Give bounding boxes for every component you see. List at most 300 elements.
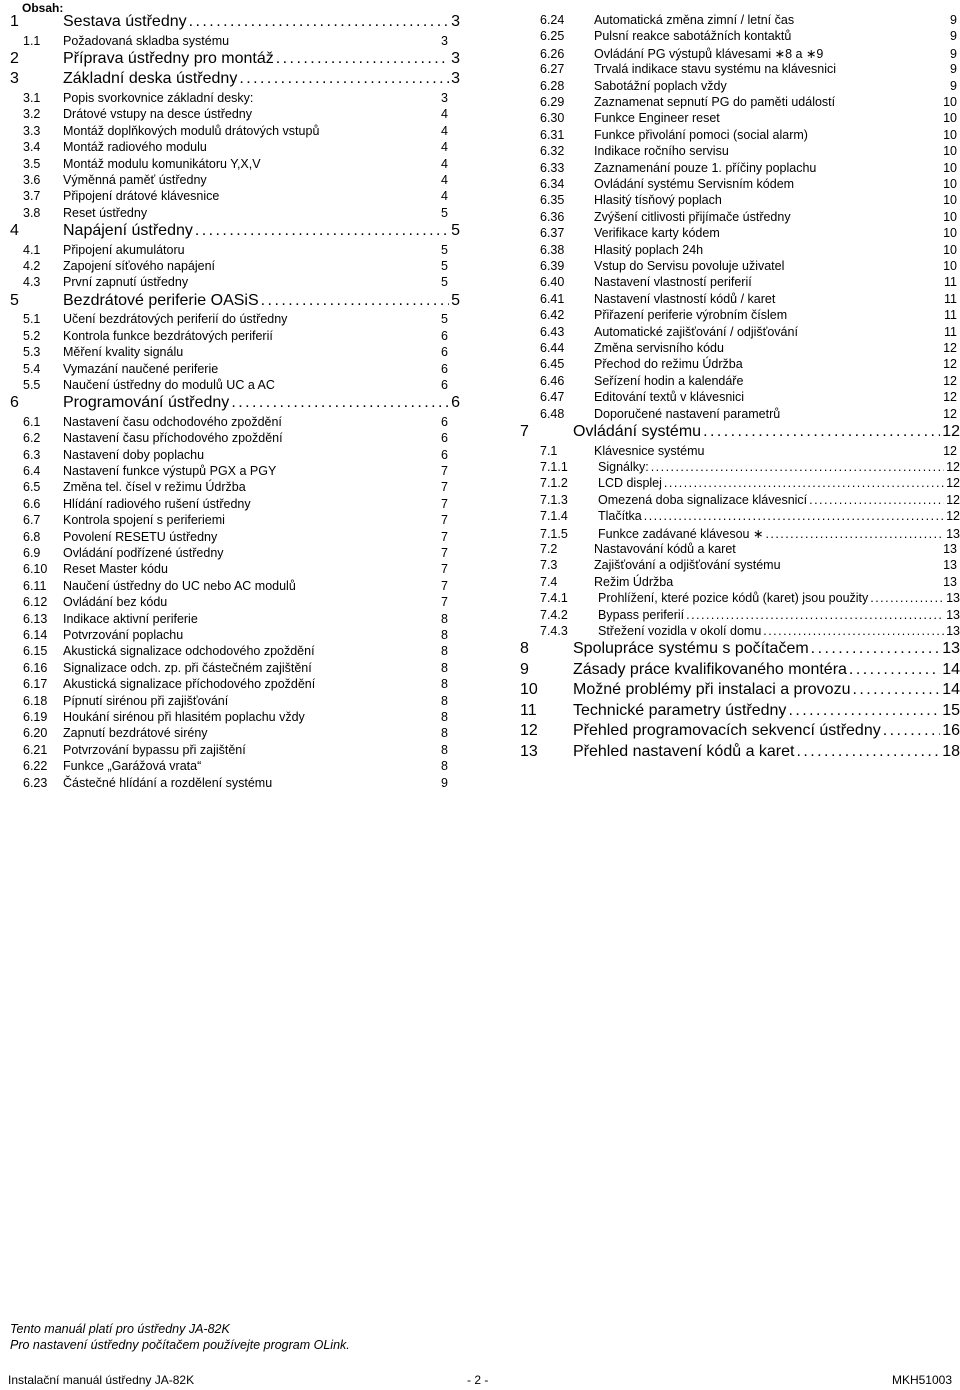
- toc-entry-page: 12: [946, 492, 960, 507]
- toc-entry[interactable]: [10, 628, 460, 642]
- toc-entry-page: 10: [943, 160, 957, 175]
- toc-entry-title: Pípnutí sirénou při zajišťování: [63, 693, 229, 708]
- toc-entry-title: Kontrola spojení s periferiemi: [63, 513, 225, 528]
- toc-entry-title: Reset ústředny: [63, 205, 148, 220]
- toc-entry[interactable]: [520, 542, 960, 556]
- toc-entry[interactable]: [520, 722, 960, 740]
- manual-validity-note: Tento manuál platí pro ústředny JA-82K: [10, 1322, 230, 1336]
- toc-entry[interactable]: [520, 95, 960, 109]
- toc-entry-page: 6: [441, 377, 448, 392]
- toc-entry-number: 7.4: [540, 574, 558, 589]
- toc-entry-number: 7.2: [540, 541, 558, 556]
- toc-entry-title: Funkce zadávané klávesou ∗: [598, 526, 764, 541]
- toc-entry-page: 9: [950, 29, 957, 44]
- toc-entry[interactable]: [10, 595, 460, 609]
- toc-dot-leader: [231, 394, 449, 412]
- toc-entry-title: Vstup do Servisu povoluje uživatel: [594, 259, 785, 273]
- toc-entry-page: 12: [943, 390, 957, 405]
- toc-entry[interactable]: [10, 91, 460, 105]
- toc-entry-number: 3.7: [23, 189, 41, 204]
- toc-entry-page: 6: [441, 447, 448, 462]
- toc-entry-title: Ovládání bez kódu: [63, 595, 168, 610]
- toc-entry-title: Měření kvality signálu: [63, 345, 184, 360]
- toc-entry[interactable]: [520, 591, 960, 605]
- toc-entry[interactable]: [520, 476, 960, 490]
- toc-entry-number: 2: [10, 49, 19, 67]
- toc-entry[interactable]: [10, 34, 460, 48]
- toc-entry[interactable]: [520, 526, 960, 541]
- toc-entry-number: 3.4: [23, 140, 41, 155]
- toc-entry-number: 7.4.3: [540, 623, 568, 638]
- footer-document-title: Instalační manuál ústředny JA-82K: [8, 1373, 195, 1387]
- toc-dot-leader: [870, 591, 944, 605]
- toc-entry-number: 3.8: [23, 205, 41, 220]
- toc-entry-number: 6.37: [540, 226, 565, 241]
- toc-dot-leader: [195, 222, 449, 240]
- toc-entry-number: 5.3: [23, 345, 41, 360]
- toc-dot-leader: [664, 476, 944, 490]
- toc-entry-page: 5: [451, 291, 460, 309]
- toc-entry-number: 6.48: [540, 406, 565, 421]
- toc-dot-leader: [686, 608, 944, 622]
- toc-entry-page: 7: [441, 529, 448, 544]
- toc-entry-page: 6: [441, 431, 448, 446]
- toc-entry-number: 4: [10, 222, 19, 240]
- toc-entry-title: Zaznamenání pouze 1. příčiny poplachu: [594, 160, 817, 175]
- toc-dot-leader: [809, 493, 944, 507]
- toc-entry-page: 9: [950, 46, 957, 61]
- toc-entry-number: 6.27: [540, 62, 565, 77]
- toc-entry-page: 11: [944, 308, 957, 323]
- toc-entry-title: Funkce Engineer reset: [594, 111, 720, 126]
- toc-dot-leader: [644, 509, 944, 523]
- toc-entry-page: 10: [943, 127, 957, 142]
- toc-entry-number: 7.3: [540, 558, 558, 573]
- toc-entry[interactable]: [520, 493, 960, 507]
- toc-entry[interactable]: [520, 357, 960, 371]
- toc-entry-number: 6.33: [540, 160, 565, 175]
- toc-entry[interactable]: [10, 661, 460, 675]
- toc-entry-page: 8: [441, 693, 448, 708]
- toc-entry-number: 6.2: [23, 431, 41, 446]
- toc-entry-number: 6.6: [23, 496, 41, 511]
- toc-entry-title: Zaznamenat sepnutí PG do paměti událostí: [594, 95, 836, 109]
- toc-entry[interactable]: [10, 431, 460, 445]
- toc-entry[interactable]: [10, 157, 460, 171]
- toc-entry-title: Zvýšení citlivosti přijímače ústředny: [594, 209, 791, 224]
- toc-entry[interactable]: [520, 444, 960, 458]
- toc-entry-page: 7: [441, 562, 448, 577]
- toc-entry-page: 3: [451, 13, 460, 30]
- footer-document-code: MKH51003: [891, 1373, 952, 1387]
- toc-entry[interactable]: [520, 210, 960, 224]
- toc-dot-leader: [849, 661, 940, 679]
- toc-entry[interactable]: [520, 509, 960, 523]
- toc-dot-leader: [239, 70, 449, 88]
- toc-entry[interactable]: [10, 759, 460, 773]
- toc-entry[interactable]: [10, 394, 460, 412]
- toc-entry-page: 4: [441, 107, 448, 122]
- toc-entry[interactable]: [10, 107, 460, 121]
- toc-entry-page: 11: [944, 275, 957, 290]
- toc-entry-number: 6.8: [23, 529, 41, 544]
- toc-entry-number: 3.2: [23, 107, 41, 122]
- toc-entry[interactable]: [10, 13, 460, 31]
- toc-entry[interactable]: [10, 644, 460, 658]
- toc-entry[interactable]: [10, 677, 460, 691]
- toc-entry-number: 6.16: [23, 660, 48, 675]
- toc-entry-number: 6.11: [23, 578, 47, 593]
- toc-entry[interactable]: [520, 308, 960, 322]
- toc-entry-title: Signálky:: [598, 459, 649, 474]
- toc-entry-number: 1.1: [23, 33, 41, 48]
- toc-entry-title: Houkání sirénou při hlasitém poplachu vždy: [63, 710, 305, 724]
- toc-entry[interactable]: [520, 702, 960, 720]
- toc-entry-title: Montáž radiového modulu: [63, 140, 207, 155]
- toc-entry-title: Připojení drátové klávesnice: [63, 189, 220, 204]
- toc-entry-page: 8: [441, 628, 448, 642]
- toc-entry-title: Základní deska ústředny: [63, 70, 238, 88]
- toc-entry-title: Ovládání PG výstupů klávesami ∗8 a ∗9: [594, 46, 824, 61]
- toc-entry-title: LCD displej: [598, 476, 662, 491]
- toc-entry-page: 6: [441, 414, 448, 429]
- toc-entry[interactable]: [520, 624, 960, 638]
- toc-entry-title: Ovládání systému: [573, 423, 702, 440]
- toc-entry[interactable]: [10, 345, 460, 359]
- toc-entry-page: 8: [441, 759, 448, 774]
- toc-entry-page: 10: [943, 242, 957, 257]
- toc-entry-number: 6.10: [23, 562, 48, 577]
- toc-entry-title: Bypass periferií: [598, 607, 685, 622]
- toc-entry-page: 5: [441, 242, 448, 257]
- toc-entry-title: Režim Údržba: [594, 574, 674, 589]
- toc-entry-page: 7: [441, 595, 448, 610]
- toc-entry-page: 9: [950, 62, 957, 77]
- toc-dot-leader: [883, 722, 940, 740]
- toc-entry-page: 5: [441, 312, 448, 327]
- toc-entry-page: 10: [943, 144, 957, 159]
- toc-entry-title: Editování textů v klávesnici: [594, 390, 745, 405]
- toc-entry-number: 7.4.1: [540, 591, 568, 606]
- toc-entry-title: Zajišťování a odjišťování systému: [594, 558, 781, 573]
- toc-entry-title: Verifikace karty kódem: [594, 226, 720, 241]
- toc-entry[interactable]: [520, 111, 960, 125]
- toc-entry-number: 7.1.1: [540, 459, 568, 474]
- toc-entry-title: Akustická signalizace odchodového zpoždění: [63, 644, 315, 659]
- toc-entry-title: Částečné hlídání a rozdělení systému: [63, 775, 273, 790]
- toc-entry-number: 6.36: [540, 209, 565, 224]
- toc-entry[interactable]: [10, 726, 460, 740]
- toc-entry[interactable]: [10, 612, 460, 626]
- toc-entry-title: Možné problémy při instalaci a provozu: [573, 681, 851, 699]
- toc-entry-title: První zapnutí ústředny: [63, 275, 189, 290]
- toc-entry-number: 7.1.3: [540, 492, 568, 507]
- toc-dot-leader: [651, 460, 944, 474]
- toc-dot-leader: [796, 743, 940, 761]
- toc-entry[interactable]: [10, 70, 460, 88]
- toc-entry-title: Montáž modulu komunikátoru Y,X,V: [63, 156, 261, 171]
- toc-entry-page: 5: [441, 275, 448, 290]
- toc-entry-title: Sestava ústředny: [63, 13, 187, 30]
- toc-entry-title: Omezená doba signalizace klávesnicí: [598, 492, 808, 507]
- toc-entry-page: 8: [441, 742, 448, 757]
- toc-entry[interactable]: [10, 362, 460, 376]
- toc-entry-page: 11: [944, 291, 957, 306]
- toc-entry-number: 7.1: [540, 443, 558, 458]
- toc-entry-number: 6.41: [540, 291, 565, 306]
- toc-entry-number: 6.35: [540, 193, 565, 208]
- toc-entry-title: Hlídání radiového rušení ústředny: [63, 496, 251, 511]
- footer-page-number: - 2 -: [467, 1373, 489, 1387]
- toc-entry[interactable]: [10, 497, 460, 511]
- toc-entry-number: 6.1: [23, 414, 41, 429]
- toc-entry[interactable]: [520, 341, 960, 355]
- toc-entry-title: Automatické zajišťování / odjišťování: [594, 324, 798, 339]
- toc-entry-title: Nastavování kódů a karet: [594, 541, 736, 556]
- toc-entry-title: Vymazání naučené periferie: [63, 361, 219, 376]
- toc-entry[interactable]: [520, 575, 960, 589]
- toc-entry-number: 3: [10, 70, 19, 88]
- toc-entry-page: 7: [441, 464, 448, 478]
- toc-entry-page: 12: [942, 423, 960, 440]
- toc-entry-title: Funkce „Garážová vrata“: [63, 759, 202, 774]
- toc-entry-page: 4: [441, 140, 448, 155]
- toc-entry[interactable]: [520, 423, 960, 441]
- toc-entry-number: 6.3: [23, 447, 41, 462]
- toc-entry-page: 6: [441, 345, 448, 360]
- toc-entry-page: 4: [441, 123, 448, 138]
- toc-dot-leader: [703, 423, 940, 441]
- toc-entry-page: 13: [946, 526, 960, 541]
- toc-entry-number: 11: [520, 701, 537, 719]
- toc-entry-title: Změna servisního kódu: [594, 341, 724, 355]
- toc-entry[interactable]: [520, 226, 960, 240]
- toc-entry[interactable]: [520, 558, 960, 572]
- toc-entry-page: 3: [441, 33, 448, 48]
- toc-entry[interactable]: [520, 640, 960, 658]
- toc-entry[interactable]: [10, 292, 460, 310]
- toc-entry-page: 12: [946, 476, 960, 491]
- toc-entry[interactable]: [10, 312, 460, 326]
- toc-entry-page: 10: [943, 95, 957, 109]
- toc-entry-title: Hlasitý tísňový poplach: [594, 193, 722, 208]
- toc-entry[interactable]: [520, 460, 960, 474]
- toc-entry[interactable]: [10, 513, 460, 527]
- toc-entry-number: 7.4.2: [540, 607, 568, 622]
- toc-entry-page: 13: [943, 541, 957, 556]
- toc-dot-leader: [189, 13, 449, 31]
- toc-entry-page: 8: [441, 611, 448, 626]
- toc-entry[interactable]: [10, 173, 460, 187]
- toc-entry-number: 6.17: [23, 677, 48, 692]
- toc-entry[interactable]: [520, 608, 960, 622]
- toc-entry-number: 6.34: [540, 177, 565, 191]
- toc-entry-number: 6.46: [540, 373, 565, 388]
- toc-entry[interactable]: [10, 480, 460, 494]
- toc-entry-page: 8: [441, 677, 448, 692]
- toc-entry-number: 6: [10, 394, 19, 412]
- toc-entry[interactable]: [10, 275, 460, 289]
- toc-entry[interactable]: [10, 124, 460, 138]
- toc-entry-page: 12: [943, 357, 957, 372]
- toc-entry-title: Ovládání systému Servisním kódem: [594, 177, 795, 191]
- toc-entry-page: 6: [441, 328, 448, 343]
- software-note: Pro nastavení ústředny počítačem používejte program OLink.: [10, 1338, 350, 1352]
- toc-entry-page: 8: [441, 710, 448, 724]
- toc-entry-page: 13: [946, 623, 960, 638]
- toc-entry-title: Automatická změna zimní / letní čas: [594, 13, 795, 27]
- toc-entry-number: 6.12: [23, 595, 48, 610]
- toc-entry[interactable]: [520, 681, 960, 699]
- toc-entry-title: Naučení ústředny do UC nebo AC modulů: [63, 578, 296, 593]
- toc-dot-leader: [852, 681, 940, 699]
- toc-entry-number: 6.18: [23, 693, 48, 708]
- toc-entry-title: Přechod do režimu Údržba: [594, 357, 743, 372]
- toc-entry-title: Indikace ročního servisu: [594, 144, 729, 159]
- toc-entry-number: 3.3: [23, 123, 41, 138]
- toc-entry[interactable]: [10, 222, 460, 240]
- toc-entry-title: Nastavení funkce výstupů PGX a PGY: [63, 464, 277, 478]
- toc-entry-title: Požadovaná skladba systému: [63, 33, 230, 48]
- toc-entry-title: Tlačítka: [598, 509, 642, 524]
- toc-entry-page: 16: [942, 722, 960, 740]
- toc-entry[interactable]: [10, 776, 460, 790]
- toc-entry-title: Změna tel. čísel v režimu Údržba: [63, 480, 246, 495]
- toc-entry-number: 7.1.4: [540, 509, 568, 524]
- toc-entry[interactable]: [10, 694, 460, 708]
- toc-entry[interactable]: [520, 79, 960, 93]
- toc-entry[interactable]: [520, 161, 960, 175]
- toc-entry-title: Spolupráce systému s počítačem: [573, 640, 809, 658]
- toc-entry[interactable]: [520, 144, 960, 158]
- toc-entry-number: 6.13: [23, 611, 48, 626]
- toc-entry-number: 9: [520, 660, 529, 678]
- toc-entry-page: 13: [942, 640, 960, 658]
- toc-entry-number: 6.15: [23, 644, 48, 659]
- toc-entry-page: 10: [943, 177, 957, 191]
- toc-entry-page: 12: [943, 373, 957, 388]
- toc-entry-page: 14: [942, 681, 960, 699]
- toc-entry-title: Prohlížení, které pozice kódů (karet) jsou použity: [598, 591, 869, 606]
- toc-entry-page: 4: [441, 156, 448, 171]
- toc-entry-title: Zapnutí bezdrátové sirény: [63, 726, 208, 741]
- toc-entry-title: Napájení ústředny: [63, 222, 193, 240]
- toc-entry-title: Nastavení času odchodového zpoždění: [63, 414, 282, 429]
- toc-entry[interactable]: [10, 259, 460, 273]
- toc-entry-title: Hlasitý poplach 24h: [594, 242, 704, 257]
- toc-entry[interactable]: [520, 13, 960, 27]
- toc-entry-page: 7: [441, 496, 448, 511]
- toc-entry[interactable]: [10, 464, 460, 478]
- toc-dot-leader: [763, 624, 944, 638]
- toc-entry-page: 3: [441, 90, 448, 105]
- toc-entry-number: 6.43: [540, 324, 565, 339]
- toc-entry[interactable]: [520, 46, 960, 61]
- toc-entry[interactable]: [520, 29, 960, 43]
- toc-entry-title: Doporučené nastavení parametrů: [594, 406, 781, 421]
- toc-entry[interactable]: [10, 140, 460, 154]
- toc-entry-title: Sabotážní poplach vždy: [594, 78, 727, 93]
- toc-entry-number: 6.19: [23, 710, 48, 724]
- toc-entry[interactable]: [520, 243, 960, 257]
- toc-entry-number: 4.1: [23, 242, 41, 257]
- toc-entry-page: 10: [943, 226, 957, 241]
- toc-entry[interactable]: [10, 448, 460, 462]
- toc-entry-number: 6.30: [540, 111, 565, 126]
- toc-entry[interactable]: [520, 661, 960, 679]
- toc-entry[interactable]: [520, 62, 960, 76]
- toc-entry[interactable]: [10, 579, 460, 593]
- toc-entry-number: 6.4: [23, 464, 41, 478]
- toc-entry[interactable]: [10, 546, 460, 560]
- toc-entry-page: 12: [946, 459, 960, 474]
- toc-entry-page: 10: [943, 209, 957, 224]
- toc-entry[interactable]: [10, 710, 460, 724]
- toc-entry[interactable]: [10, 530, 460, 544]
- toc-entry[interactable]: [10, 189, 460, 203]
- toc-entry-page: 13: [946, 591, 960, 606]
- toc-entry[interactable]: [10, 562, 460, 576]
- toc-entry-number: 6.40: [540, 275, 565, 290]
- toc-entry[interactable]: [520, 259, 960, 273]
- toc-entry-number: 6.7: [23, 513, 41, 528]
- toc-entry[interactable]: [10, 415, 460, 429]
- toc-entry-title: Nastavení vlastností periferií: [594, 275, 752, 290]
- toc-entry-page: 7: [441, 480, 448, 495]
- toc-entry-number: 4.3: [23, 275, 41, 290]
- toc-entry-number: 13: [520, 742, 538, 760]
- toc-entry[interactable]: [10, 743, 460, 757]
- toc-entry[interactable]: [10, 206, 460, 220]
- toc-entry-page: 10: [943, 193, 957, 208]
- toc-entry[interactable]: [520, 128, 960, 142]
- toc-entry-page: 7: [441, 546, 448, 560]
- toc-entry-number: 6.20: [23, 726, 48, 741]
- toc-entry-title: Potvrzování poplachu: [63, 628, 184, 642]
- toc-entry[interactable]: [520, 193, 960, 207]
- toc-entry-title: Naučení ústředny do modulů UC a AC: [63, 377, 275, 392]
- toc-entry-page: 3: [451, 49, 460, 67]
- toc-entry-page: 5: [451, 222, 460, 240]
- toc-entry[interactable]: [520, 743, 960, 761]
- toc-entry-page: 10: [943, 111, 957, 126]
- toc-entry[interactable]: [520, 374, 960, 388]
- toc-entry[interactable]: [10, 50, 460, 68]
- toc-entry[interactable]: [520, 407, 960, 421]
- toc-entry-page: 3: [451, 70, 460, 88]
- toc-entry-page: 5: [441, 205, 448, 220]
- toc-entry-page: 8: [441, 660, 448, 675]
- toc-entry[interactable]: [520, 275, 960, 289]
- toc-entry[interactable]: [520, 325, 960, 339]
- toc-entry-number: 6.9: [23, 546, 41, 560]
- toc-entry-page: 9: [950, 78, 957, 93]
- toc-entry-title: Montáž doplňkových modulů drátových vstupů: [63, 123, 320, 138]
- toc-entry-number: 6.45: [540, 357, 565, 372]
- toc-entry[interactable]: [520, 177, 960, 191]
- toc-entry-number: 6.21: [23, 742, 48, 757]
- toc-entry[interactable]: [10, 378, 460, 392]
- toc-entry[interactable]: [10, 329, 460, 343]
- toc-entry-title: Pulsní reakce sabotážních kontaktů: [594, 29, 792, 44]
- toc-entry-number: 6.47: [540, 390, 565, 405]
- toc-entry[interactable]: [520, 390, 960, 404]
- toc-dot-leader: [276, 50, 449, 68]
- toc-entry[interactable]: [520, 292, 960, 306]
- toc-entry-number: 12: [520, 722, 538, 740]
- toc-entry-number: 6.38: [540, 242, 565, 257]
- toc-entry[interactable]: [10, 243, 460, 257]
